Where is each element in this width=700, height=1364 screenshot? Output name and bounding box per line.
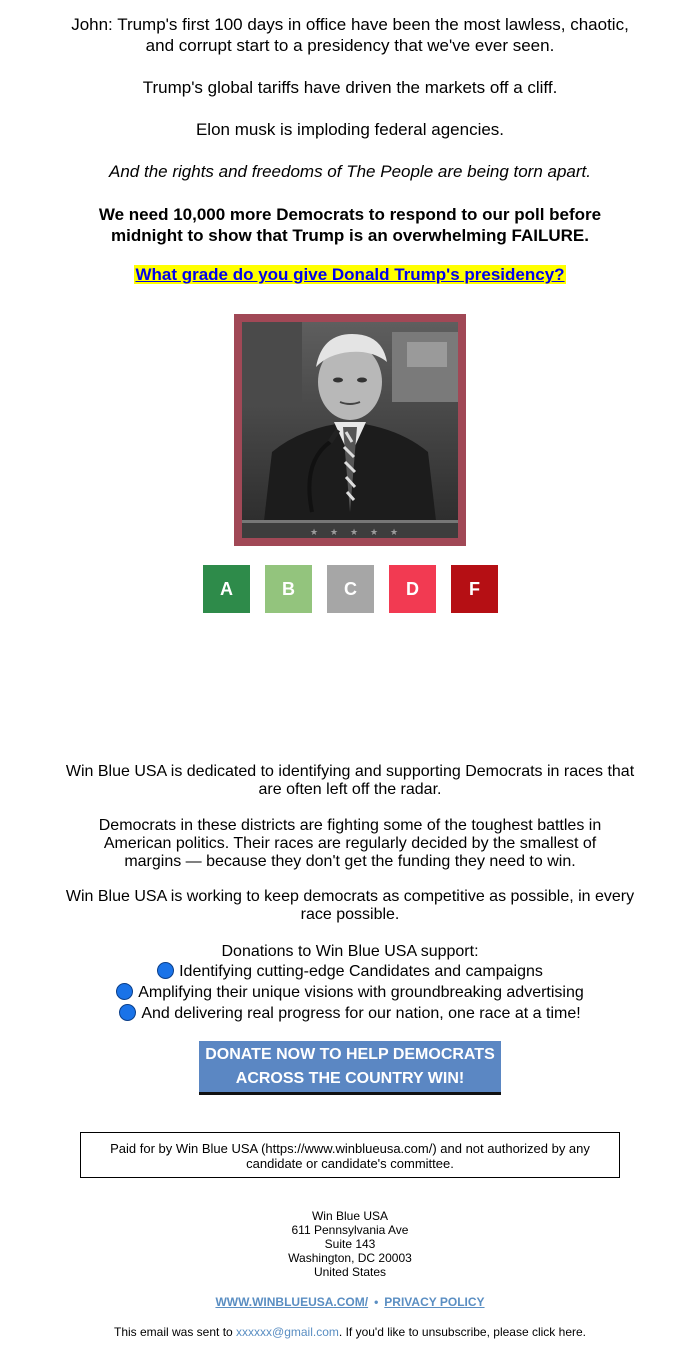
address-street: 611 Pennsylvania Ave — [291, 1223, 409, 1237]
intro-paragraph-5: We need 10,000 more Democrats to respond to our poll before midnight to show that Trump is an overwhelming FAILURE. — [98, 205, 602, 245]
intro-paragraph-3: Elon musk is imploding federal agencies. — [195, 120, 505, 139]
grade-d-button[interactable]: D — [389, 565, 436, 613]
grade-b-button[interactable]: B — [265, 565, 312, 613]
footer-links — [60, 1295, 640, 1309]
address-country: United States — [313, 1265, 387, 1279]
support-heading: Donations to Win Blue USA support: — [221, 943, 479, 960]
unsubscribe-text[interactable]: . If you'd like to unsubscribe, please click here. — [338, 1325, 586, 1339]
support-bullet: Amplifying their unique visions with groundbreaking advertising — [60, 982, 640, 1003]
photo-frame[interactable] — [234, 314, 466, 546]
svg-text:★: ★ — [330, 528, 339, 538]
unsubscribe-notice: This email was sent to xxxxxx@gmail.com. If you'd like to unsubscribe, please click here. — [113, 1325, 586, 1339]
svg-text:★: ★ — [390, 528, 399, 538]
blue-circle-icon — [119, 1004, 136, 1021]
svg-text:★: ★ — [310, 528, 319, 538]
intro-paragraph-2: Trump's global tariffs have driven the markets off a cliff. — [142, 78, 558, 97]
intro-paragraph-4: And the rights and freedoms of The People are being torn apart. — [109, 162, 591, 181]
support-bullet: Identifying cutting-edge Candidates and campaigns — [60, 961, 640, 982]
recipient-email[interactable]: xxxxxx@gmail.com — [236, 1325, 339, 1339]
grade-a-button[interactable]: A — [203, 565, 250, 613]
support-bullet: And delivering real progress for our nation, one race at a time! — [60, 1003, 640, 1024]
paid-for-disclaimer: Paid for by Win Blue USA (https://www.winblueusa.com/) and not authorized by any candidate or candidate's committee. — [80, 1132, 620, 1178]
grade-c-button[interactable]: C — [327, 565, 374, 613]
donate-button[interactable] — [199, 1041, 501, 1095]
about-paragraph-2: Democrats in these districts are fighting some of the toughest battles in American politics. Their races are regularly decided by the smallest of margins — because they don't get the funding they need to win. — [98, 817, 602, 870]
address-city: Washington, DC 20003 — [288, 1251, 412, 1265]
poll-link[interactable]: What grade do you give Donald Trump's presidency? — [135, 265, 565, 284]
portrait-image — [242, 322, 458, 538]
svg-text:★: ★ — [370, 528, 379, 538]
link-separator: • — [374, 1295, 379, 1309]
address-org: Win Blue USA — [311, 1209, 389, 1223]
about-paragraph-1: Win Blue USA is dedicated to identifying and supporting Democrats in races that are often left off the radar. — [65, 763, 635, 798]
portrait-photo[interactable] — [242, 322, 458, 538]
grade-buttons — [203, 565, 499, 613]
grade-f-button[interactable]: F — [451, 565, 498, 613]
poll-link-container — [60, 264, 640, 285]
mailing-address — [200, 1209, 500, 1279]
blue-circle-icon — [157, 962, 174, 979]
donate-line-1: DONATE NOW TO HELP DEMOCRATS — [205, 1046, 495, 1063]
about-paragraph-3: Win Blue USA is working to keep democrats as competitive as possible, in every race possible. — [65, 888, 635, 923]
svg-text:★: ★ — [350, 528, 359, 538]
website-link[interactable]: WWW.WINBLUEUSA.COM/ — [215, 1295, 369, 1309]
intro-paragraph-1: John: Trump's first 100 days in office have been the most lawless, chaotic, and corrupt start to a presidency that we've ever seen. — [71, 15, 629, 55]
blue-circle-icon — [116, 983, 133, 1000]
address-suite: Suite 143 — [324, 1237, 376, 1251]
privacy-policy-link[interactable]: PRIVACY POLICY — [384, 1295, 485, 1309]
donate-line-2: ACROSS THE COUNTRY WIN! — [235, 1070, 465, 1087]
